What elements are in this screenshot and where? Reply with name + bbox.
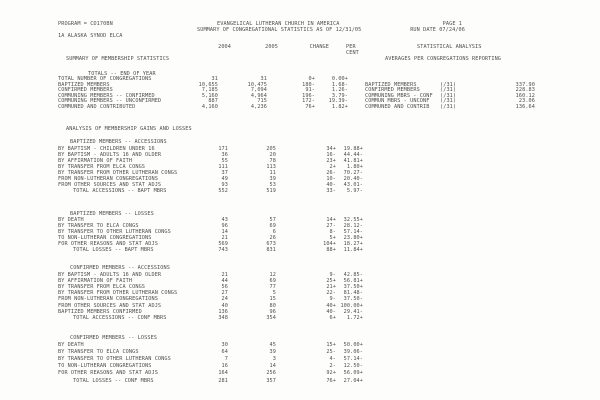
value-2005: 53 (269, 181, 276, 188)
value-change: 76+ (305, 103, 315, 110)
value-percent: 1.72+ (346, 314, 363, 321)
row-label: BY TRANSFER TO OTHER LUTHERAN CONGS (58, 355, 171, 362)
value-2004: 96 (221, 223, 228, 229)
value-2005: 6 (272, 229, 276, 235)
run-date: RUN DATE 07/24/06 (410, 27, 465, 33)
stat-row (0, 356, 600, 362)
value-2005: 31 (260, 76, 267, 82)
row-label: BY BAPTISM - CHILDREN UNDER 16 (58, 145, 155, 152)
value-change: 14+ (326, 217, 336, 223)
row-label: FOR OTHER REASONS AND STAT ADJS (58, 370, 158, 377)
value-change: 88+ (326, 247, 336, 253)
program-id: PROGRAM = CD170BN (58, 21, 113, 27)
value-2004: 30 (221, 341, 228, 348)
value-change: 25+ (326, 277, 336, 284)
subsection-heading: CONFIRMED MEMBERS -- LOSSES (70, 335, 158, 341)
column-header-2005: 2005 (265, 44, 278, 50)
value-change: 2- (329, 363, 336, 370)
value-change: 26- (326, 169, 336, 176)
value-percent: 37.50+ (343, 283, 363, 290)
average-label: BAPTIZED MEMBERS (365, 81, 417, 88)
row-label: BY TRANSFER TO ELCA CONGS (58, 223, 139, 229)
value-percent: 56.81+ (343, 277, 363, 284)
average-value: 337.90 (515, 81, 535, 88)
value-percent: 43.01- (343, 181, 363, 188)
value-2005: 15 (269, 296, 276, 303)
value-percent: 27.04+ (343, 377, 363, 384)
row-label: BY TRANSFER FROM OTHER LUTHERAN CONGS (58, 169, 178, 176)
average-label: COMMUN MBRS - UNCONF (365, 98, 430, 104)
average-basis: (/31) (440, 81, 457, 88)
value-percent: 28.12- (343, 223, 363, 229)
row-label: BY TRANSFER FROM ELCA CONGS (58, 163, 146, 170)
report-subtitle: SUMMARY OF CONGREGATIONAL STATISTICS AS OF 12/31/05 (197, 27, 362, 33)
subsection-heading: BAPTIZED MEMBERS -- LOSSES (70, 211, 154, 217)
value-2004: 43 (221, 217, 228, 223)
value-2004: 93 (221, 181, 228, 188)
value-change: 25- (326, 348, 336, 355)
value-2005: 7,094 (250, 87, 267, 93)
value-percent: 11.84+ (343, 247, 363, 253)
stat-row (0, 378, 600, 384)
value-2005: 14 (269, 363, 276, 370)
report-title: EVANGELICAL LUTHERAN CHURCH IN AMERICA (217, 21, 340, 27)
value-2004: 7 (224, 355, 228, 362)
value-2004: 10,655 (198, 81, 218, 88)
row-label: TOTAL LOSSES -- CONF MBRS (73, 377, 154, 384)
average-value: 160.12 (515, 92, 535, 99)
value-2004: 24 (221, 296, 228, 303)
stat-row (0, 188, 600, 194)
value-change: 92+ (326, 370, 336, 377)
value-2005: 205 (266, 145, 276, 152)
row-label: COMMUNING MEMBERS -- CONFIRMED (58, 92, 155, 99)
totals-subheading: TOTALS -- END OF YEAR (88, 70, 156, 77)
averages-section-heading: AVERAGES PER CONGREGATIONS REPORTING (385, 55, 502, 62)
value-2005: 69 (269, 277, 276, 284)
stat-row (0, 247, 600, 253)
value-percent: 1.68- (331, 81, 348, 88)
value-2005: 3 (272, 355, 276, 362)
value-change: 196- (302, 92, 315, 99)
value-percent: 5.97- (346, 187, 363, 194)
average-basis: (/31) (440, 92, 457, 99)
value-change: 9- (329, 296, 336, 303)
row-label: BAPTIZED MEMBERS (58, 81, 110, 88)
row-label: TOTAL ACCESSIONS -- BAPT MBRS (73, 187, 167, 194)
value-2004: 40 (221, 302, 228, 309)
value-2004: 4,160 (201, 103, 218, 110)
value-2005: 831 (266, 247, 276, 253)
page-number: PAGE 1 (442, 21, 462, 27)
value-change: 4- (329, 355, 336, 362)
row-label: BY AFFIRMATION OF FAITH (58, 157, 133, 164)
stat-row (0, 342, 600, 348)
column-header-2004: 2004 (218, 44, 231, 50)
average-value: 23.06 (518, 98, 535, 104)
subsection-heading-line (0, 265, 600, 271)
value-2005: 113 (266, 163, 276, 170)
average-basis: (/31) (440, 98, 457, 104)
value-2004: 164 (218, 370, 228, 377)
average-value: 136.64 (515, 103, 535, 110)
summary-section-heading: SUMMARY OF MEMBERSHIP STATISTICS (66, 55, 170, 62)
value-change: 172- (302, 98, 315, 104)
row-label: FROM OTHER SOURCES AND STAT ADJS (58, 181, 162, 188)
column-header-change: CHANGE (309, 44, 329, 50)
value-change: 27- (326, 223, 336, 229)
average-label: COMMUNING MBRS - CONF (365, 92, 433, 99)
value-2005: 20 (269, 151, 276, 158)
stat-row (0, 349, 600, 355)
value-2005: 519 (266, 187, 276, 194)
value-percent: 20.40- (343, 175, 363, 182)
value-2005: 11 (269, 169, 276, 176)
value-percent: 70.27- (343, 169, 363, 176)
column-header-percent: PER (346, 44, 356, 50)
value-2005: 57 (269, 217, 276, 223)
stat-row (0, 363, 600, 369)
average-basis: (/31) (440, 103, 457, 110)
row-label: CONFIRMED MEMBERS (58, 87, 113, 93)
value-change: 40- (326, 181, 336, 188)
value-change: 34+ (326, 145, 336, 152)
row-label: BY TRANSFER TO ELCA CONGS (58, 348, 139, 355)
value-change: 40- (326, 308, 336, 315)
value-2004: 44 (221, 277, 228, 284)
row-label: FROM NON-LUTHERAN CONGREGATIONS (58, 296, 158, 303)
value-change: 91- (305, 87, 315, 93)
value-2005: 10,475 (247, 81, 267, 88)
synod-name: 1A ALASKA SYNOD ELCA (58, 33, 123, 39)
synod-line (0, 33, 600, 39)
subsection-heading-line (0, 335, 600, 341)
row-label: TOTAL LOSSES -- BAPT MBRS (73, 247, 154, 253)
value-2005: 4,964 (250, 92, 267, 99)
row-label: COMMUNING MEMBERS -- UNCONFIRMED (58, 98, 162, 104)
value-change: 40+ (326, 302, 336, 309)
value-2004: 171 (218, 145, 228, 152)
stat-row (0, 272, 600, 278)
value-2005: 77 (269, 283, 276, 290)
value-2004: 64 (221, 348, 228, 355)
value-percent: 29.41- (343, 308, 363, 315)
row-label: BY DEATH (58, 217, 84, 223)
row-label: TO NON-LUTHERAN CONGREGATIONS (58, 363, 152, 370)
value-percent: 0.00+ (331, 76, 348, 82)
value-2004: 14 (221, 229, 228, 235)
value-percent: 1.26- (331, 87, 348, 93)
row-label: TOTAL ACCESSIONS -- CONF MBRS (73, 314, 167, 321)
value-percent: 1.80+ (346, 163, 363, 170)
summary-heading-line (0, 56, 600, 62)
value-change: 33- (326, 187, 336, 194)
value-percent: 42.85- (343, 271, 363, 278)
value-2005: 39 (269, 348, 276, 355)
value-change: 16- (326, 151, 336, 158)
value-2004: 569 (218, 241, 228, 247)
row-label: BY TRANSFER FROM ELCA CONGS (58, 283, 146, 290)
value-2004: 55 (221, 157, 228, 164)
stat-row (0, 278, 600, 284)
subsection-heading: CONFIRMED MEMBERS -- ACCESSIONS (70, 265, 170, 271)
value-change: 76+ (326, 377, 336, 384)
value-2005: 256 (266, 370, 276, 377)
row-label: BY BAPTISM - ADULTS 16 AND OLDER (58, 271, 162, 278)
stat-row (0, 290, 600, 296)
row-label: FROM NON-LUTHERAN CONGREGATIONS (58, 175, 158, 182)
value-2005: 80 (269, 302, 276, 309)
value-2005: 78 (269, 157, 276, 164)
value-2005: 5 (272, 290, 276, 297)
average-label: CONFIRMED MEMBERS (365, 87, 420, 93)
value-percent: 39.06- (343, 348, 363, 355)
row-label: COMMUNED AND CONTRIBUTED (58, 103, 136, 110)
value-2004: 37 (221, 169, 228, 176)
average-label: COMMUNED AND CONTRIB (365, 103, 430, 110)
value-percent: 37.50- (343, 296, 363, 303)
value-2004: 887 (208, 98, 218, 104)
value-percent: 100.00+ (340, 302, 363, 309)
value-2004: 16 (221, 363, 228, 370)
value-change: 21+ (326, 283, 336, 290)
value-2005: 673 (266, 241, 276, 247)
value-change: 2+ (329, 163, 336, 170)
column-header-statistical-analysis: STATISTICAL ANALYSIS (417, 44, 482, 50)
row-label: TOTAL NUMBER OF CONGREGATIONS (58, 76, 152, 82)
row-label: FROM OTHER SOURCES AND STAT ADJS (58, 302, 162, 309)
value-percent: 44.44- (343, 151, 363, 158)
value-change: 104+ (323, 241, 336, 247)
value-change: 180- (302, 81, 315, 88)
subsection-heading: BAPTIZED MEMBERS -- ACCESSIONS (70, 139, 167, 145)
value-change: 8- (329, 229, 336, 235)
value-percent: 19.88+ (343, 145, 363, 152)
value-2004: 21 (221, 271, 228, 278)
value-2005: 357 (266, 377, 276, 384)
value-2004: 56 (221, 283, 228, 290)
row-label: BY DEATH (58, 341, 84, 348)
value-percent: 57.14- (343, 355, 363, 362)
value-2005: 45 (269, 341, 276, 348)
value-change: 22- (326, 290, 336, 297)
value-2004: 111 (218, 163, 228, 170)
value-percent: 12.50- (343, 363, 363, 370)
value-2004: 136 (218, 308, 228, 315)
row-label: BY AFFIRMATION OF FAITH (58, 277, 133, 284)
row-label: FOR OTHER REASONS AND STAT ADJS (58, 241, 158, 247)
value-2004: 49 (221, 175, 228, 182)
stat-row (0, 284, 600, 290)
value-percent: 32.55+ (343, 217, 363, 223)
value-2004: 281 (218, 377, 228, 384)
average-value: 228.83 (515, 87, 535, 93)
stat-row (0, 104, 600, 110)
value-percent: 23.80+ (343, 235, 363, 241)
subsection-heading-line (0, 139, 600, 145)
stat-row (0, 303, 600, 309)
value-change: 23+ (326, 157, 336, 164)
value-percent: 1.82+ (331, 103, 348, 110)
value-2004: 348 (218, 314, 228, 321)
value-change: 15+ (326, 341, 336, 348)
analysis-heading-line (0, 126, 600, 132)
gains-losses-heading: ANALYSIS OF MEMBERSHIP GAINS AND LOSSES (66, 126, 192, 132)
row-label: TO NON-LUTHERAN CONGREGATIONS (58, 235, 152, 241)
value-2004: 5,160 (201, 92, 218, 99)
value-percent: 50.00+ (343, 341, 363, 348)
row-label: BY BAPTISM - ADULTS 16 AND OLDER (58, 151, 162, 158)
value-2005: 69 (269, 223, 276, 229)
value-2004: 552 (218, 187, 228, 194)
value-percent: 18.27+ (343, 241, 363, 247)
value-2005: 354 (266, 314, 276, 321)
value-change: 6+ (329, 314, 336, 321)
stat-row (0, 315, 600, 321)
value-2005: 26 (269, 235, 276, 241)
value-2004: 31 (211, 76, 218, 82)
average-basis: (/31) (440, 87, 457, 93)
value-percent: 56.09+ (343, 370, 363, 377)
value-change: 9- (329, 271, 336, 278)
value-percent: 19.39- (328, 98, 348, 104)
value-2005: 39 (269, 175, 276, 182)
value-2005: 96 (269, 308, 276, 315)
value-2004: 743 (218, 247, 228, 253)
value-2004: 36 (221, 151, 228, 158)
value-percent: 3.79- (331, 92, 348, 99)
value-2004: 21 (221, 235, 228, 241)
value-change: 0+ (308, 76, 315, 82)
stat-row (0, 309, 600, 315)
row-label: BY TRANSFER TO OTHER LUTHERAN CONGS (58, 229, 171, 235)
row-label: BY TRANSFER FROM OTHER LUTHERAN CONGS (58, 290, 178, 297)
value-2004: 7,185 (201, 87, 218, 93)
value-percent: 81.48- (343, 290, 363, 297)
value-2005: 12 (269, 271, 276, 278)
value-percent: 57.14- (343, 229, 363, 235)
row-label: BAPTIZED MEMBERS CONFIRMED (58, 308, 142, 315)
stat-row (0, 370, 600, 376)
stat-row (0, 296, 600, 302)
value-change: 5+ (329, 235, 336, 241)
value-change: 10- (326, 175, 336, 182)
value-2005: 715 (257, 98, 267, 104)
value-2004: 27 (221, 290, 228, 297)
column-header-percent-cent: CENT (346, 49, 359, 56)
value-percent: 41.81+ (343, 157, 363, 164)
value-2005: 4,236 (250, 103, 267, 110)
